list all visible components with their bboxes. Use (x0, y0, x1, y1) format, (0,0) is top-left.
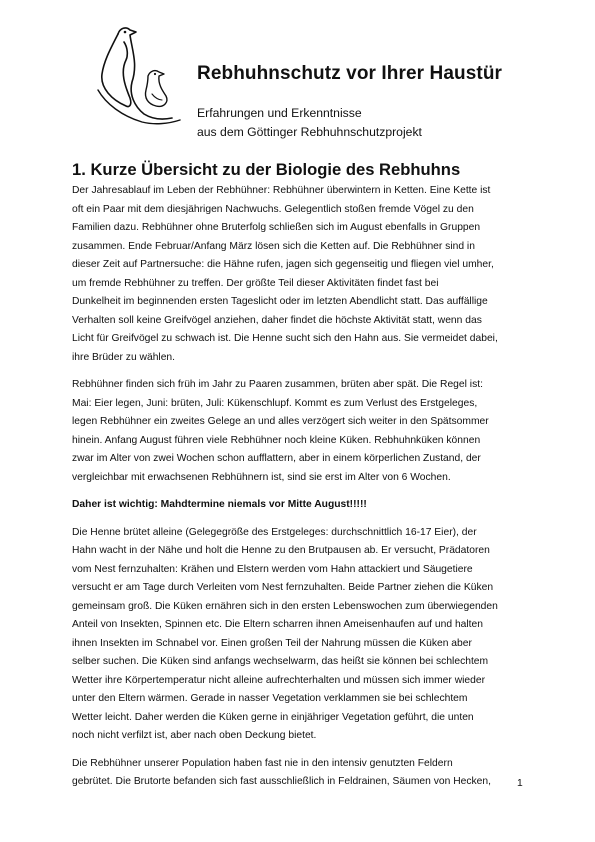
text-line: unter den Eltern wärmen. Gerade in nasser Vegetation verklammen sie bei schlechtem (72, 693, 468, 704)
text-line: vom Nest fernzuhalten: Krähen und Elstern werden vom Hahn attackiert und Säugetiere (72, 563, 473, 575)
document-title: Rebhuhnschutz vor Ihrer Haustür (197, 63, 503, 84)
paragraph-3 (72, 524, 532, 746)
text-line: um fremde Rebhühner zu treffen. Der größte Teil dieser Aktivitäten findet fast bei (72, 277, 439, 289)
text-line: versucht er am Tage durch Verleiten vom Nest fernzuhalten. Beide Partner ziehen die Küken (72, 582, 494, 593)
document-subtitle (197, 104, 422, 142)
text-line: selber suchen. Die Küken sind anfangs wechselwarm, das heißt sie können bei schlechtem (72, 656, 489, 667)
body-text (72, 182, 532, 792)
subtitle-line: Erfahrungen und Erkenntnisse (197, 106, 362, 120)
text-line: gemeinsam groß. Die Küken ernähren sich in den ersten Lebenswochen zum überwiegenden (72, 600, 498, 612)
partridge-pair-logo-icon (92, 24, 184, 128)
subtitle-line: aus dem Göttinger Rebhuhnschutzprojekt (197, 125, 422, 139)
text-line: Die Rebhühner unserer Population haben fast nie in den intensiv genutzten Feldern (72, 757, 453, 769)
section-heading: 1. Kurze Übersicht zu der Biologie des Rebhuhns (72, 160, 461, 179)
emphasis-paragraph (72, 496, 532, 515)
text-line: Wetter leicht. Daher werden die Küken gerne in einjähriger Vegetation geführt, die unten (72, 711, 474, 723)
text-line: Licht für Greifvögel zu schwach ist. Die Henne sucht sich den Hahn aus. Sie vermeidet dabei, (72, 333, 498, 344)
text-line: zusammen. Ende Februar/Anfang März lösen sich die Ketten auf. Die Rebhühner sind in (72, 240, 475, 252)
text-line: ihre Brüder zu wählen. (72, 351, 176, 363)
text-line: Hahn wacht in der Nähe und holt die Henne zu den Brutpausen ab. Er versucht, Prädatoren (72, 545, 490, 556)
text-line: Wetter ihre Körpertemperatur nicht alleine aufrechterhalten und müssen sich immer wieder (72, 674, 486, 686)
emphasis-line: Daher ist wichtig: Mahdtermine niemals vor Mitte August!!!!! (72, 499, 367, 510)
text-line: noch nicht verfilzt ist, aber nach oben Deckung bietet. (72, 730, 317, 741)
text-line: gebrütet. Die Brutorte befanden sich fast ausschließlich in Feldrainen, Säumen von Hecken, (72, 776, 491, 787)
paragraph-2 (72, 376, 532, 487)
text-line: hinein. Anfang August führen viele Rebhühner noch kleine Küken. Rebhuhnküken können (72, 434, 481, 446)
text-line: oft ein Paar mit dem diesjährigen Nachwuchs. Gelegentlich stoßen fremde Vögel zu den (72, 203, 474, 215)
text-line: dieser Zeit auf Partnersuche: die Hähne rufen, jagen sich gegenseitig und fliegen viel umher, (72, 259, 494, 270)
page-number: 1 (517, 778, 523, 789)
text-line: Dunkelheit im beginnenden ersten Tageslicht oder im letzten Abendlicht statt. Das auffällige (72, 296, 488, 307)
text-line: Mai: Eier legen, Juni: brüten, Juli: Kükenschlupf. Kommt es zum Verlust des Erstgeleges, (72, 397, 478, 409)
text-line: vergleichbar mit erwachsenen Rebhühnern ist, sind sie erst im Alter von 6 Wochen. (72, 471, 451, 483)
text-line: Die Henne brütet alleine (Gelegegröße des Erstgeleges: durchschnittlich 16-17 Eier), der (72, 526, 477, 538)
text-line: Familien dazu. Rebhühner ohne Bruterfolg schließen sich im August ebenfalls in Gruppen (72, 222, 481, 233)
text-line: Verhalten soll keine Greifvögel anziehen, daher findet die höchste Aktivität statt, wenn das (72, 314, 482, 326)
text-line: Anteil von Insekten, Spinnen etc. Die Eltern scharren ihnen Ameisenhaufen auf und halten (72, 619, 484, 630)
paragraph-4 (72, 755, 532, 792)
text-line: zwar im Alter von zwei Wochen schon aufflattern, aber in einem körperlichen Zustand, der (72, 453, 481, 464)
text-line: Der Jahresablauf im Leben der Rebhühner: Rebhühner überwintern in Ketten. Eine Kette ist (72, 185, 491, 196)
text-line: Rebhühner finden sich früh im Jahr zu Paaren zusammen, brüten aber spät. Die Regel ist: (72, 379, 483, 390)
text-line: ihnen Insekten im Schnabel vor. Einen großen Teil der Nahrung müssen die Küken aber (72, 637, 472, 649)
text-line: legen Rebhühner ein zweites Gelege an und alles verzögert sich weiter in den Spätsommer (72, 416, 489, 427)
paragraph-1 (72, 182, 532, 367)
